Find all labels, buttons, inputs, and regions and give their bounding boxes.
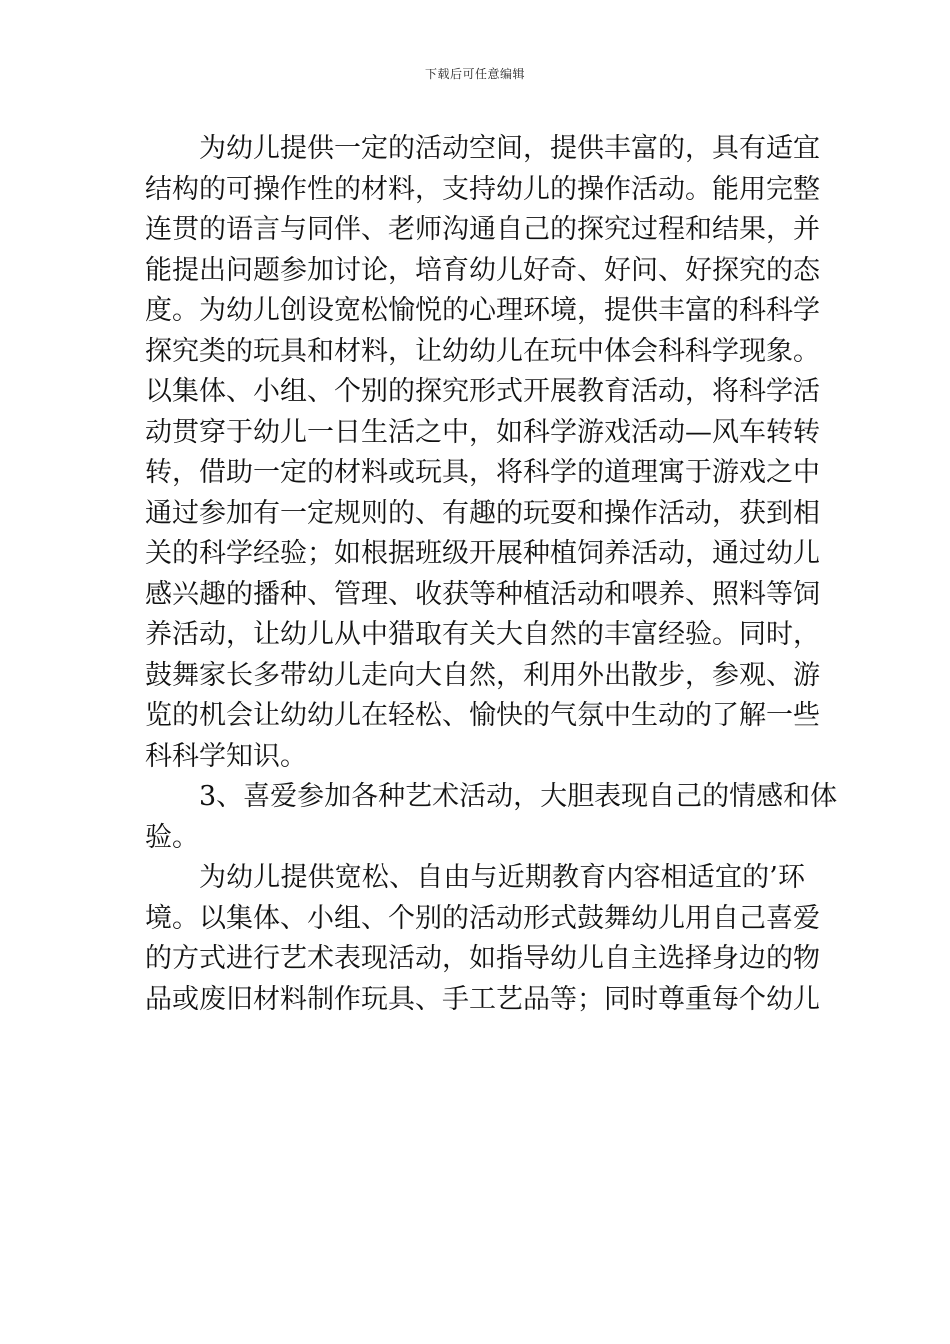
text-line: 鼓舞家长多带幼儿走向大自然，利用外出散步，参观、游	[145, 659, 820, 691]
text-line: 3、喜爱参加各种艺术活动，大胆表现自己的情感和体	[199, 781, 838, 812]
text-line: 通过参加有一定规则的、有趣的玩耍和操作活动，获到相	[145, 497, 820, 529]
text-line: 探究类的玩具和材料，让幼幼儿在玩中体会科科学现象。	[145, 335, 820, 367]
paragraph-art-goal-heading	[145, 777, 838, 858]
text-line: 养活动，让幼儿从中猎取有关大自然的丰富经验。同时，	[145, 619, 820, 650]
text-line: 境。以集体、小组、个别的活动形式鼓舞幼儿用自己喜爱	[145, 902, 820, 934]
text-line: 度。为幼儿创设宽松愉悦的心理环境，提供丰富的科科学	[145, 295, 820, 326]
text-line: 科科学知识。	[145, 740, 307, 772]
text-line: 览的机会让幼幼儿在轻松、愉快的气氛中生动的了解一些	[145, 700, 820, 731]
text-line: 以集体、小组、个别的探究形式开展教育活动，将科学活	[145, 376, 820, 407]
text-line: 结构的可操作性的材料，支持幼儿的操作活动。能用完整	[145, 173, 820, 205]
paragraph-science-activities	[145, 129, 820, 777]
text-line: 为幼儿提供一定的活动空间，提供丰富的，具有适宜	[199, 133, 820, 164]
text-line: 验。	[145, 821, 199, 853]
text-line: 能提出问题参加讨论，培育幼儿好奇、好问、好探究的态	[145, 254, 820, 286]
text-line: 为幼儿提供宽松、自由与近期教育内容相适宜的’环	[199, 862, 805, 893]
text-line: 关的科学经验；如根据班级开展种植饲养活动，通过幼儿	[145, 538, 820, 569]
text-line: 动贯穿于幼儿一日生活之中，如科学游戏活动—风车转转	[145, 416, 820, 448]
document-body	[145, 129, 838, 1020]
text-line: 的方式进行艺术表现活动，如指导幼儿自主选择身边的物	[145, 943, 820, 974]
text-line: 品或废旧材料制作玩具、手工艺品等；同时尊重每个幼儿	[145, 983, 820, 1015]
text-line: 感兴趣的播种、管理、收获等种植活动和喂养、照料等饲	[145, 578, 820, 610]
page-header: 下载后可任意编辑	[424, 67, 525, 81]
text-line: 转，借助一定的材料或玩具，将科学的道理寓于游戏之中	[145, 457, 820, 488]
paragraph-art-activities	[145, 858, 820, 1020]
text-line: 连贯的语言与同伴、老师沟通自己的探究过程和结果，并	[145, 214, 820, 245]
